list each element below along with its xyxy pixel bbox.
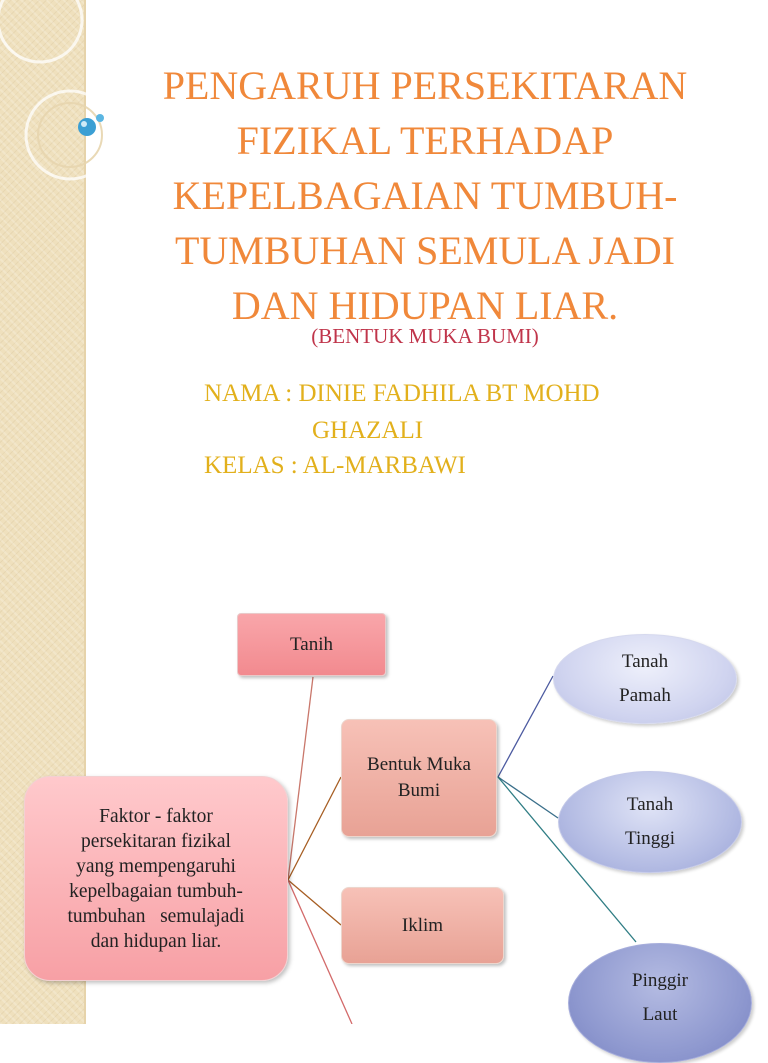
node-tinggi-line-2: Tinggi <box>625 828 675 849</box>
root-line-2: persekitaran fizikal <box>81 830 231 852</box>
node-laut-line-2: Laut <box>642 1004 678 1025</box>
node-tanih-label: Tanih <box>290 633 333 655</box>
node-bentuk-line-1: Bentuk Muka <box>367 754 471 775</box>
title-line-5: DAN HIDUPAN LIAR. <box>231 283 619 328</box>
node-pamah-line-1: Tanah <box>621 651 669 672</box>
node-root-faktor <box>24 776 288 981</box>
node-iklim-label: Iklim <box>401 914 444 936</box>
student-class-line: KELAS : AL-MARBAWI <box>204 452 466 479</box>
node-tanih <box>237 613 386 676</box>
student-name-continued: GHAZALI <box>312 417 424 444</box>
title-line-3: KEPELBAGAIAN TUMBUH- <box>172 173 678 218</box>
node-tanah-pamah <box>553 634 737 724</box>
connector-root-iklim <box>288 880 341 925</box>
root-line-1: Faktor - faktor <box>99 805 213 827</box>
connector-root-bentuk <box>288 777 341 880</box>
connector-bentuk-pamah <box>498 676 553 777</box>
node-bentuk-line-2: Bumi <box>397 780 441 801</box>
node-tanah-tinggi <box>558 771 742 873</box>
connector-bentuk-tinggi <box>498 777 558 818</box>
root-line-5: tumbuhan semulajadi <box>67 905 245 927</box>
slide-subtitle: (BENTUK MUKA BUMI) <box>311 324 539 348</box>
node-tinggi-line-1: Tanah <box>626 794 674 815</box>
title-line-2: FIZIKAL TERHADAP <box>236 118 614 163</box>
root-line-4: kepelbagaian tumbuh- <box>69 880 243 902</box>
root-line-6: dan hidupan liar. <box>90 930 222 952</box>
node-pamah-line-2: Pamah <box>619 685 671 706</box>
node-iklim <box>341 887 504 964</box>
node-pinggir-laut <box>568 943 752 1063</box>
student-name-line: NAMA : DINIE FADHILA BT MOHD <box>204 380 600 407</box>
node-bentuk-muka-bumi <box>341 719 497 837</box>
title-line-1: PENGARUH PERSEKITARAN <box>162 63 688 108</box>
connector-root-tanih <box>288 677 313 880</box>
node-laut-line-1: Pinggir <box>632 970 688 991</box>
title-line-4: TUMBUHAN SEMULA JADI <box>174 228 676 273</box>
root-line-3: yang mempengaruhi <box>76 855 236 877</box>
